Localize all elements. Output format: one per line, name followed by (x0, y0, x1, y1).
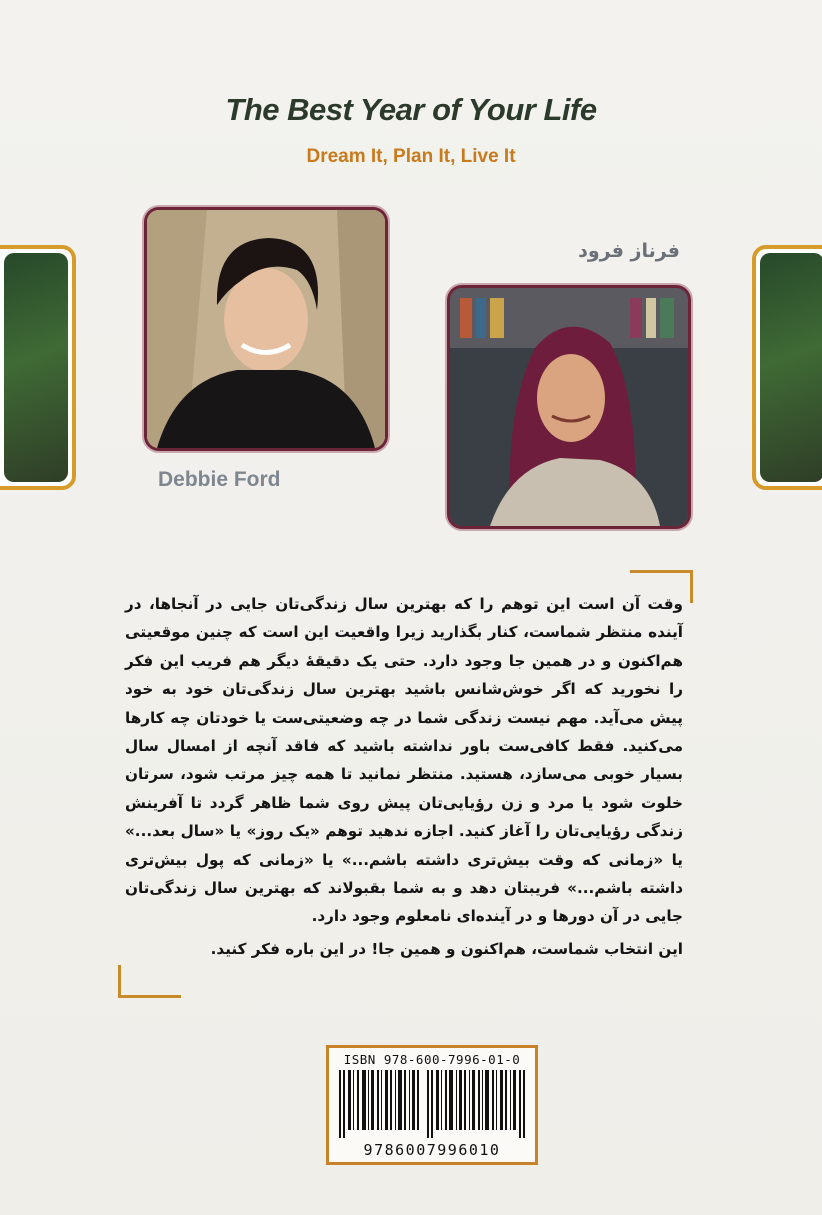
blurb-paragraph-2: این انتخاب شماست، هم‌اکنون و همین جا! در این باره فکر کنید. (210, 939, 683, 958)
right-side-tab (752, 245, 822, 490)
isbn-barcode (326, 1045, 538, 1165)
blurb-paragraph-1: وقت آن است این توهم را که بهترین سال زندگی‌تان جایی در آنجاها، در آینده منتظر شماست، کنار بگذارید زیرا واقعیت این است که چنین موقعیتی هم‌اکنون و در همین جا وجود دارد. حتی یک دقیقهٔ دیگر هم فریب این فکر را نخورید که اگر خوش‌شانس باشید بهترین سال زندگی‌تان خود به خود پیش می‌آید. مهم نیست زندگی شما در چه وضعیتی‌ست یا خودتان چه کارها می‌کنید. فقط کافی‌ست باور نداشته باشید که فاقد آنچه از امسال سال بسیار خوبی می‌سازد، هستید. منتظر نمانید تا همه چیز مرتب شود، سرتان خلوت شود یا مرد و زن رؤیایی‌تان پیش روی شما ظاهر گردد تا آفرینش زندگی رؤیایی‌تان را آغاز کنید. اجازه ندهید توهم «یک روز» یا «سال بعد...» یا «زمانی که وقت بیش‌تری داشته باشم...» یا «زمانی که پول بیش‌تری داشته باشم...» فریبتان دهد و به شما بقبولاند که بهترین سال زندگی‌تان جایی در آن دورها و در آینده‌ای نامعلوم وجود دارد. (125, 595, 683, 926)
left-side-tab (0, 245, 76, 490)
book-title: The Best Year of Your Life (225, 92, 597, 127)
translator-name: فرناز فرود (578, 240, 680, 262)
frame-corner-bottom-left (118, 965, 181, 998)
barcode-bars (339, 1070, 525, 1138)
isbn-label: ISBN 978-600-7996-01-0 (343, 1052, 521, 1067)
blurb-text (125, 590, 683, 963)
isbn-digits: 9786007996010 (363, 1141, 501, 1159)
author-photo (147, 210, 385, 448)
author-name: Debbie Ford (158, 468, 281, 491)
translator-photo (450, 288, 688, 526)
book-subtitle: Dream It, Plan It, Live It (306, 146, 516, 167)
